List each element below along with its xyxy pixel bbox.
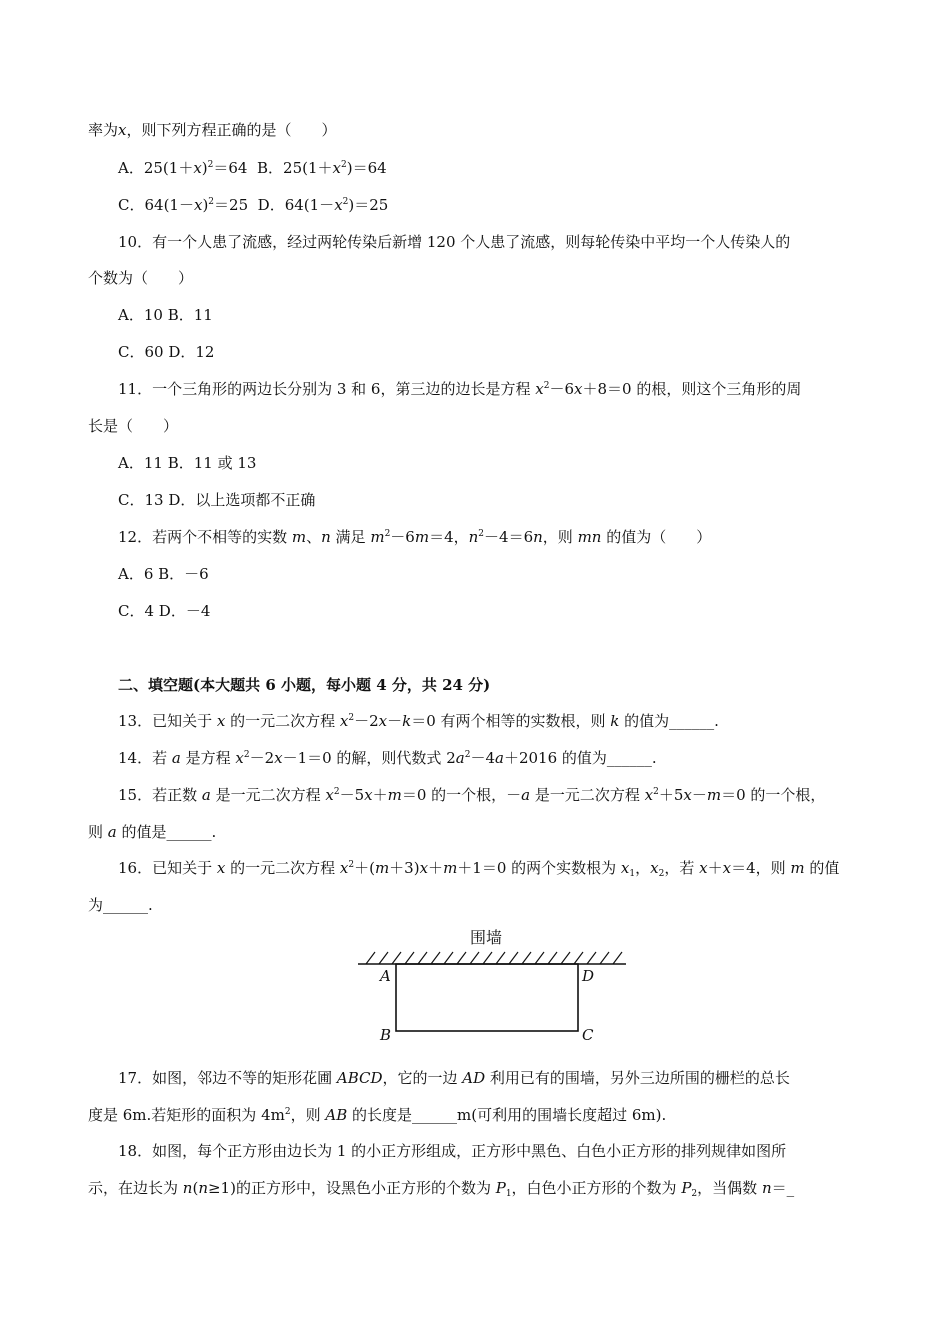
q11-line1: 11．一个三角形的两边长分别为 3 和 6，第三边的边长是方程 $x^2-6x+8=0$ 的根，则这个三角形的周 xyxy=(118,380,802,398)
q12-options-cd: C．4 D．－4 xyxy=(118,602,211,620)
q14-line: 14．若 a 是方程 $x^2-2x-1=0$ 的解，则代数式 $2a^2-4a+2016$ 的值为______. xyxy=(118,749,657,767)
hatch-mark xyxy=(535,952,544,964)
wall-hatching xyxy=(366,952,622,964)
q16-line1: 16．已知关于 x 的一元二次方程 $x^2+(m+3)x+m+1=0$ 的两个实数根为 $x_1$，$x_2$，若 x＋x＝4，则 m 的值 xyxy=(118,859,840,879)
hatch-mark xyxy=(600,952,609,964)
vertex-a: A xyxy=(380,967,391,985)
q11-options-ab: A．11 B．11 或 13 xyxy=(118,454,257,472)
hatch-mark xyxy=(522,952,531,964)
q16-line2: 为______. xyxy=(88,896,153,914)
section-title: 二、填空题(本大题共 6 小题，每小题 4 分，共 24 分) xyxy=(118,676,491,694)
q18-line1: 18．如图，每个正方形由边长为 1 的小正方形组成，正方形中黑色、白色小正方形的排列规律如图所 xyxy=(118,1142,787,1160)
hatch-mark xyxy=(574,952,583,964)
q11-options-cd: C．13 D．以上选项都不正确 xyxy=(118,491,316,509)
hatch-mark xyxy=(444,952,453,964)
hatch-mark xyxy=(613,952,622,964)
q10-line2: 个数为（ ） xyxy=(88,269,194,287)
q12-line1: 12．若两个不相等的实数 m、n 满足 $m^2-6m=4$，$n^2-4=6n$，则 mn 的值为（ ） xyxy=(118,528,712,546)
q9-options-cd: C．$64(1-x)^2=25$ D．$64(1-x^2)=25$ xyxy=(118,196,389,214)
q9-options-ab: A．$25(1+x)^2=64$ B．$25(1+x^2)=64$ xyxy=(118,159,387,177)
q17-line1: 17．如图，邻边不等的矩形花圃 ABCD，它的一边 AD 利用已有的围墙，另外三边所围的栅栏的总长 xyxy=(118,1069,790,1087)
vertex-c: C xyxy=(582,1026,594,1044)
hatch-mark xyxy=(366,952,375,964)
q11-line2: 长是（ ） xyxy=(88,417,179,435)
vertex-d: D xyxy=(582,967,595,985)
q12-options-ab: A．6 B．－6 xyxy=(118,565,209,583)
q18-line2: 示，在边长为 n(n≥1)的正方形中，设黑色小正方形的个数为 $P_1$，白色小正方形的个数为 $P_2$，当偶数 n＝_ xyxy=(88,1179,795,1199)
hatch-mark xyxy=(496,952,505,964)
vertex-b: B xyxy=(380,1026,392,1044)
hatch-mark xyxy=(405,952,414,964)
hatch-mark xyxy=(392,952,401,964)
q15-line2: 则 a 的值是______. xyxy=(88,823,217,841)
hatch-mark xyxy=(418,952,427,964)
hatch-mark xyxy=(483,952,492,964)
hatch-mark xyxy=(587,952,596,964)
q17-line2: 度是 6m.若矩形的面积为 $4m^2$，则 AB 的长度是______m(可利用的围墙长度超过 6m). xyxy=(88,1106,667,1124)
q10-options-ab: A．10 B．11 xyxy=(118,306,213,324)
hatch-mark xyxy=(561,952,570,964)
hatch-mark xyxy=(548,952,557,964)
q10-line1: 10．有一个人患了流感，经过两轮传染后新增 120 个人患了流感，则每轮传染中平均一个人传染人的 xyxy=(118,233,791,251)
q9-stem: 率为x，则下列方程正确的是（ ） xyxy=(88,121,337,139)
q13-line: 13．已知关于 x 的一元二次方程 $x^2-2x-k=0$ 有两个相等的实数根，则 k 的值为______. xyxy=(118,712,719,730)
hatch-mark xyxy=(431,952,440,964)
hatch-mark xyxy=(457,952,466,964)
rectangle-abcd xyxy=(396,964,578,1031)
hatch-mark xyxy=(509,952,518,964)
hatch-mark xyxy=(470,952,479,964)
q15-line1: 15．若正数 a 是一元二次方程 $x^2-5x+m=0$ 的一个根，－a 是一元二次方程 $x^2+5x-m=0$ 的一个根， xyxy=(118,786,826,804)
q10-options-cd: C．60 D．12 xyxy=(118,343,215,361)
wall-label: 围墙 xyxy=(470,928,503,947)
fence-figure xyxy=(350,922,630,1047)
hatch-mark xyxy=(379,952,388,964)
